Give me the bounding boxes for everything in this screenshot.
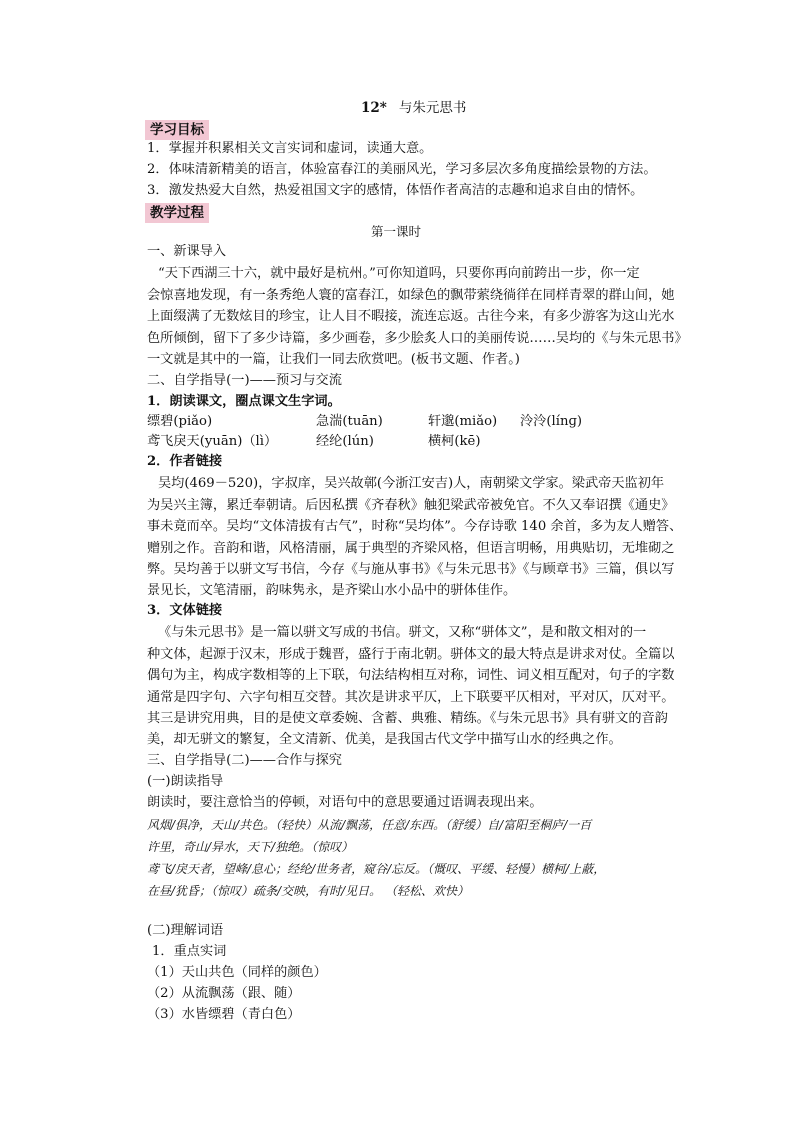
subsection-heading: 3．文体链接 bbox=[147, 603, 223, 618]
lesson-period: 第一课时 bbox=[371, 224, 422, 239]
vocab-word: 横柯(kē) bbox=[428, 434, 481, 449]
reading-line: 许里，奇山/异水，天下/独绝。（惊叹） bbox=[147, 840, 354, 854]
text-line: 赠别之作。音韵和谐，风格清丽，属于典型的齐梁风格，但语言明畅，用典贴切，无堆砌之 bbox=[147, 541, 675, 556]
reading-line: 在昼/犹昏；（惊叹）疏条/交映，有时/见日。 （轻松、欢快） bbox=[147, 884, 469, 898]
text-line: 其三是讲究用典，目的是使文章委婉、含蓄、典雅、精练。《与朱元思书》具有骈文的音韵 bbox=[147, 711, 668, 726]
process-tag: 教学过程 bbox=[145, 203, 209, 223]
vocab-word: 泠泠(línɡ) bbox=[520, 414, 583, 429]
text-line: 为吴兴主簿，累迁奉朝请。后因私撰《齐春秋》触犯梁武帝被免官。不久又奉诏撰《通史》 bbox=[147, 498, 675, 513]
vocab-item: （3）水皆缥碧（青白色） bbox=[147, 1007, 301, 1022]
vocab-word: 急湍(tuān) bbox=[316, 414, 383, 429]
text-line: 上面缀满了无数炫目的珍宝，让人目不暇接，流连忘返。古往今来，有多少游客为这山光水 bbox=[147, 309, 675, 324]
lesson-title-text: 与朱元思书 bbox=[398, 100, 467, 116]
lesson-number: 12* bbox=[361, 100, 387, 116]
vocab-item: （2）从流飘荡（跟、随） bbox=[147, 986, 301, 1001]
text-line: 吴均(469－520)，字叔庠，吴兴故鄣(今浙江安吉)人，南朝梁文学家。梁武帝天监初年 bbox=[158, 476, 665, 491]
goal-item: 1．掌握并积累相关文言实词和虚词，读通大意。 bbox=[147, 141, 433, 156]
section-heading: 二、自学指导(一)——预习与交流 bbox=[147, 373, 342, 388]
vocab-word: 轩邈(miǎo) bbox=[428, 414, 498, 429]
subsection-heading: (二)理解词语 bbox=[147, 923, 224, 938]
text-line: 弊。吴均善于以骈文写书信，今存《与施从事书》《与朱元思书》《与顾章书》三篇，俱以写 bbox=[147, 562, 675, 577]
text-line: 色所倾倒，留下了多少诗篇，多少画卷，多少脍炙人口的美丽传说……吴均的《与朱元思书》 bbox=[147, 331, 688, 346]
goal-item: 2．体味清新精美的语言，体验富春江的美丽风光，学习多层次多角度描绘景物的方法。 bbox=[147, 162, 657, 177]
section-heading: 三、自学指导(二)——合作与探究 bbox=[147, 753, 342, 768]
lesson-title bbox=[361, 98, 466, 118]
vocab-item: （1）天山共色（同样的颜色） bbox=[147, 965, 327, 980]
goal-item: 3．激发热爱大自然，热爱祖国文字的感情，体悟作者高洁的志趣和追求自由的情怀。 bbox=[147, 183, 644, 198]
text-line: 通常是四字句、六字句相互交替。其次是讲求平仄，上下联要平仄相对，平对仄，仄对平。 bbox=[147, 690, 675, 705]
subsection-heading: (一)朗读指导 bbox=[147, 774, 224, 789]
reading-line: 鸢飞/戾天者，望峰/息心；经纶/世务者，窥谷/忘反。（慨叹、平缓、轻慢）横柯/上蔽， bbox=[147, 862, 606, 876]
vocab-word: 鸢飞戾天(yuān)（lì） bbox=[147, 434, 278, 449]
text-line: 美，却无骈文的繁复，全文清新、优美，是我国古代文学中描写山水的经典之作。 bbox=[147, 732, 622, 747]
section-heading: 一、新课导入 bbox=[147, 244, 227, 259]
text-line: 会惊喜地发现，有一条秀绝人寰的富春江，如绿色的飘带萦绕徜徉在同样青翠的群山间，她 bbox=[147, 288, 675, 303]
subsection-heading: 1．重点实词 bbox=[152, 944, 227, 959]
text-line: “天下西湖三十六，就中最好是杭州。”可你知道吗，只要你再向前跨出一步，你一定 bbox=[158, 266, 640, 281]
text-line: 一文就是其中的一篇，让我们一同去欣赏吧。(板书文题、作者。) bbox=[147, 352, 520, 367]
text-line: 偶句为主，构成字数相等的上下联，句法结构相互对称，词性、词义相互配对，句子的字数 bbox=[147, 668, 675, 683]
text-line: 朗读时，要注意恰当的停顿，对语句中的意思要通过语调表现出来。 bbox=[147, 795, 543, 810]
vocab-word: 缥碧(piǎo) bbox=[147, 414, 213, 429]
text-line: 种文体，起源于汉末，形成于魏晋，盛行于南北朝。骈体文的最大特点是讲求对仗。全篇以 bbox=[147, 647, 675, 662]
reading-line: 风烟/俱净，天山/共色。（轻快）从流/飘荡，任意/东西。（舒缓）自/富阳至桐庐/一百 bbox=[147, 818, 592, 832]
subsection-heading: 1．朗读课文，圈点课文生字词。 bbox=[147, 394, 341, 409]
vocab-word: 经纶(lún) bbox=[316, 434, 374, 449]
goals-tag: 学习目标 bbox=[145, 120, 209, 140]
text-line: 《与朱元思书》是一篇以骈文写成的书信。骈文，又称“骈体文”，是和散文相对的一 bbox=[158, 625, 647, 640]
subsection-heading: 2．作者链接 bbox=[147, 454, 223, 469]
text-line: 景见长，文笔清丽，韵味隽永，是齐梁山水小品中的骈体佳作。 bbox=[147, 583, 517, 598]
text-line: 事未竟而卒。吴均“文体清拔有古气”，时称“吴均体”。今存诗歌 140 余首，多为友人赠答、 bbox=[147, 519, 683, 534]
